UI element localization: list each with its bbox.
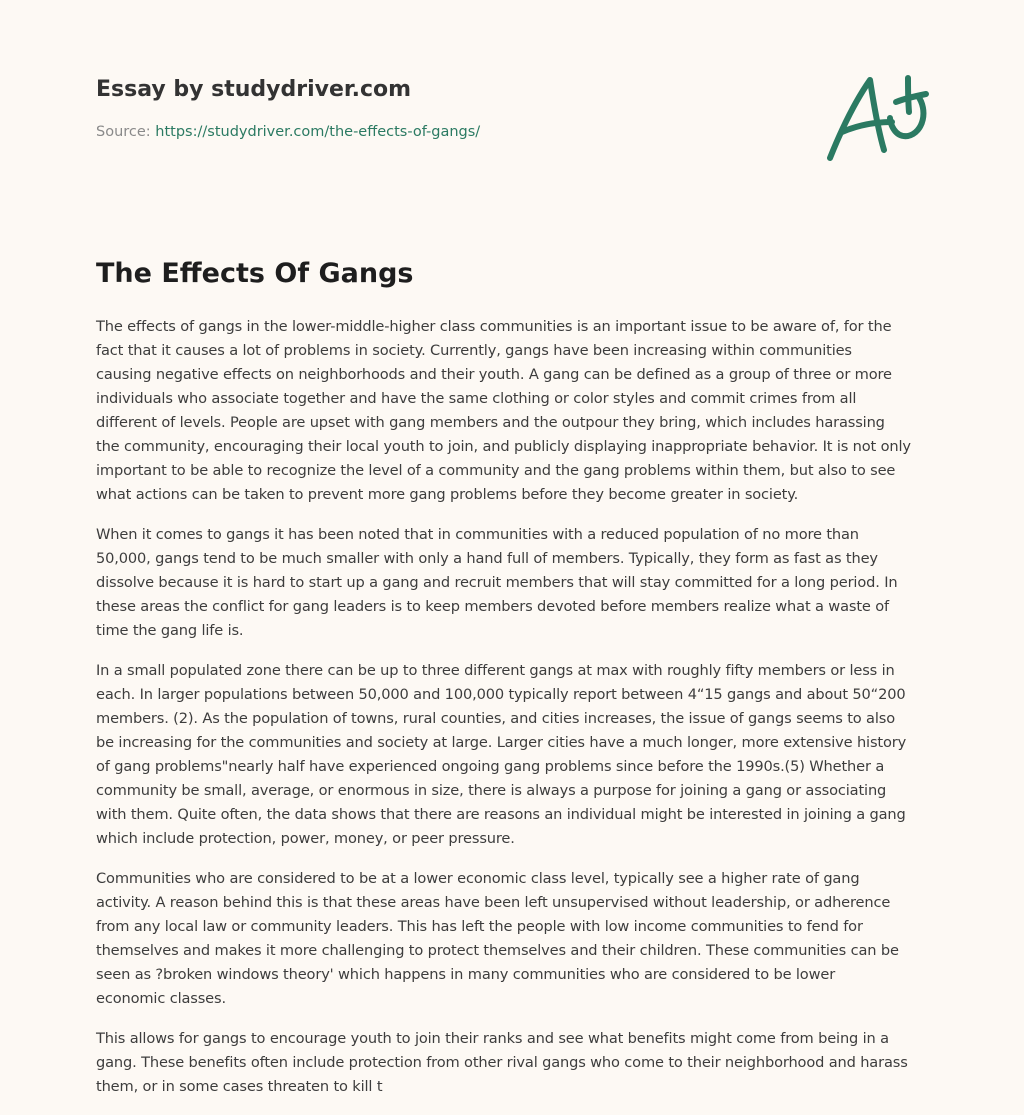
site-header [96,74,936,140]
text-line: important to be able to recognize the level of a community and the gang problems within them, but also to see [96,462,896,479]
text-line: community be small, average, or enormous in size, there is always a purpose for joining a gang or associating [96,782,887,799]
text-line: with them. Quite often, the data shows that there are reasons an individual might be interested in joining a gang [96,806,906,823]
text-line: In a small populated zone there can be up to three different gangs at max with roughly fifty members or less in [96,662,895,679]
text-line: The effects of gangs in the lower-middle-higher class communities is an important issue to be aware of, for the [96,318,892,335]
text-line: members. (2). As the population of towns, rural counties, and cities increases, the issue of gangs seems to also [96,710,895,727]
text-line: time the gang life is. [96,622,244,639]
source-link[interactable]: https://studydriver.com/the-effects-of-gangs/ [155,124,481,140]
brand-heading: Essay by studydriver.com [96,77,412,102]
text-line: from any local law or community leaders. This has left the people with low income communities to fend for [96,918,863,935]
text-line: what actions can be taken to prevent more gang problems before they become greater in society. [96,486,799,503]
text-line: dissolve because it is hard to start up a gang and recruit members that will stay committed for a long period. In [96,574,898,591]
paragraph-3 [96,659,936,851]
text-line: each. In larger populations between 50,000 and 100,000 typically report between 4“15 gangs and about 50“200 [96,686,906,703]
paragraph-4 [96,867,936,1011]
article-body [96,315,936,1115]
text-line: When it comes to gangs it has been noted that in communities with a reduced population of no more than [96,526,859,543]
article-title: The Effects Of Gangs [96,258,414,289]
paragraph-2 [96,523,936,643]
text-line: gang. These benefits often include protection from other rival gangs who come to their neighborhood and harass [96,1054,908,1071]
text-line: themselves and makes it more challenging to protect themselves and their children. These communities can be [96,942,899,959]
text-line: them, or in some cases threaten to kill t [96,1078,383,1095]
text-line: be increasing for the communities and society at large. Larger cities have a much longer, more extensive history [96,734,907,751]
text-line: 50,000, gangs tend to be much smaller with only a hand full of members. Typically, they form as fast as they [96,550,878,567]
text-line: these areas the conflict for gang leaders is to keep members devoted before members realize what a waste of [96,598,889,615]
text-line: different of levels. People are upset with gang members and the outpour they bring, which includes harassing [96,414,885,431]
text-line: of gang problems"nearly half have experienced ongoing gang problems since before the 1990s.(5) Whether a [96,758,885,775]
source-line [96,124,480,140]
paragraph-1 [96,315,936,507]
source-label: Source: [96,124,151,140]
text-line: economic classes. [96,990,226,1007]
a-plus-grade-icon [820,66,930,166]
text-line: activity. A reason behind this is that these areas have been left unsupervised without leadership, or adherence [96,894,891,911]
text-line: Communities who are considered to be at a lower economic class level, typically see a higher rate of gang [96,870,860,887]
text-line: causing negative effects on neighborhoods and their youth. A gang can be defined as a group of three or more [96,366,892,383]
paragraph-5 [96,1027,936,1099]
text-line: individuals who associate together and have the same clothing or color styles and commit crimes from all [96,390,857,407]
text-line: which include protection, power, money, or peer pressure. [96,830,515,847]
text-line: the community, encouraging their local youth to join, and publicly displaying inappropriate behavior. It is not only [96,438,911,455]
text-line: This allows for gangs to encourage youth to join their ranks and see what benefits might come from being in a [96,1030,889,1047]
text-line: fact that it causes a lot of problems in society. Currently, gangs have been increasing within communities [96,342,852,359]
text-line: seen as ?broken windows theory' which happens in many communities who are considered to be lower [96,966,836,983]
